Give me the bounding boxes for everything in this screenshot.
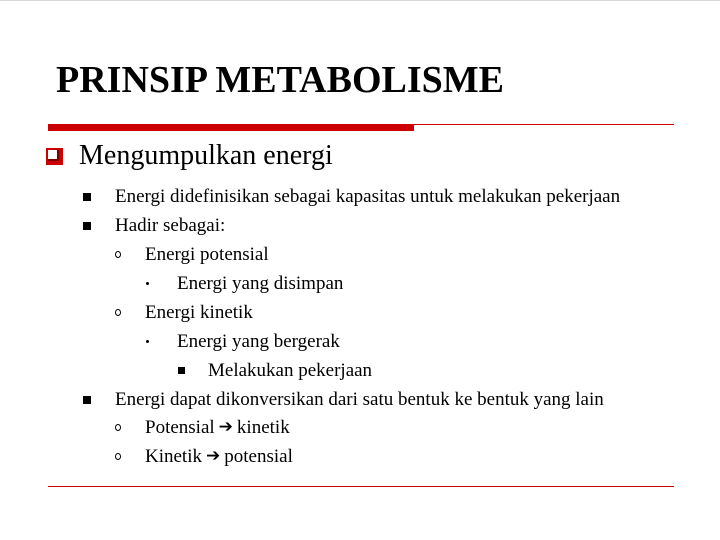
square-bullet-icon (83, 396, 91, 404)
circle-bullet-icon (115, 309, 121, 316)
dot-bullet-icon (146, 340, 149, 343)
title-underline-thick (48, 124, 414, 131)
list-item (115, 447, 293, 466)
list-item (115, 303, 253, 322)
list-item (83, 216, 225, 235)
slide-top-border (0, 0, 720, 1)
list-item (178, 361, 372, 380)
checkbox-square-icon (46, 148, 63, 165)
list-item (83, 390, 604, 409)
right-arrow-icon: ➔ (206, 446, 221, 466)
list-item-text: Energi potensial (145, 244, 269, 265)
list-item-text: Kinetik (145, 446, 202, 467)
list-item-text: Melakukan pekerjaan (208, 360, 373, 381)
list-item (115, 245, 269, 264)
list-item-text: Energi yang disimpan (177, 273, 344, 294)
list-item (115, 418, 290, 437)
section-heading-text: Mengumpulkan energi (79, 140, 333, 171)
list-item (83, 187, 620, 206)
list-item-text: Hadir sebagai: (115, 215, 226, 236)
section-heading (46, 142, 333, 170)
circle-bullet-icon (115, 251, 121, 258)
right-arrow-icon: ➔ (218, 417, 233, 437)
list-item-text: Energi dapat dikonversikan dari satu bentuk ke bentuk yang lain (115, 389, 604, 410)
square-bullet-icon (83, 222, 91, 230)
list-item (146, 274, 343, 293)
list-item-text: Potensial (145, 417, 215, 438)
list-item-text: kinetik (236, 417, 290, 438)
footer-divider (48, 486, 674, 487)
list-item-text: potensial (224, 446, 293, 467)
list-item-text: Energi kinetik (145, 302, 253, 323)
list-item-text: Energi yang bergerak (177, 331, 340, 352)
list-item (146, 332, 340, 351)
slide-title: PRINSIP METABOLISME (56, 59, 504, 101)
circle-bullet-icon (115, 453, 121, 460)
square-bullet-icon (83, 193, 91, 201)
circle-bullet-icon (115, 424, 121, 431)
list-item-text: Energi didefinisikan sebagai kapasitas untuk melakukan pekerjaan (115, 186, 621, 207)
dot-bullet-icon (146, 282, 149, 285)
square-bullet-icon (178, 367, 185, 374)
